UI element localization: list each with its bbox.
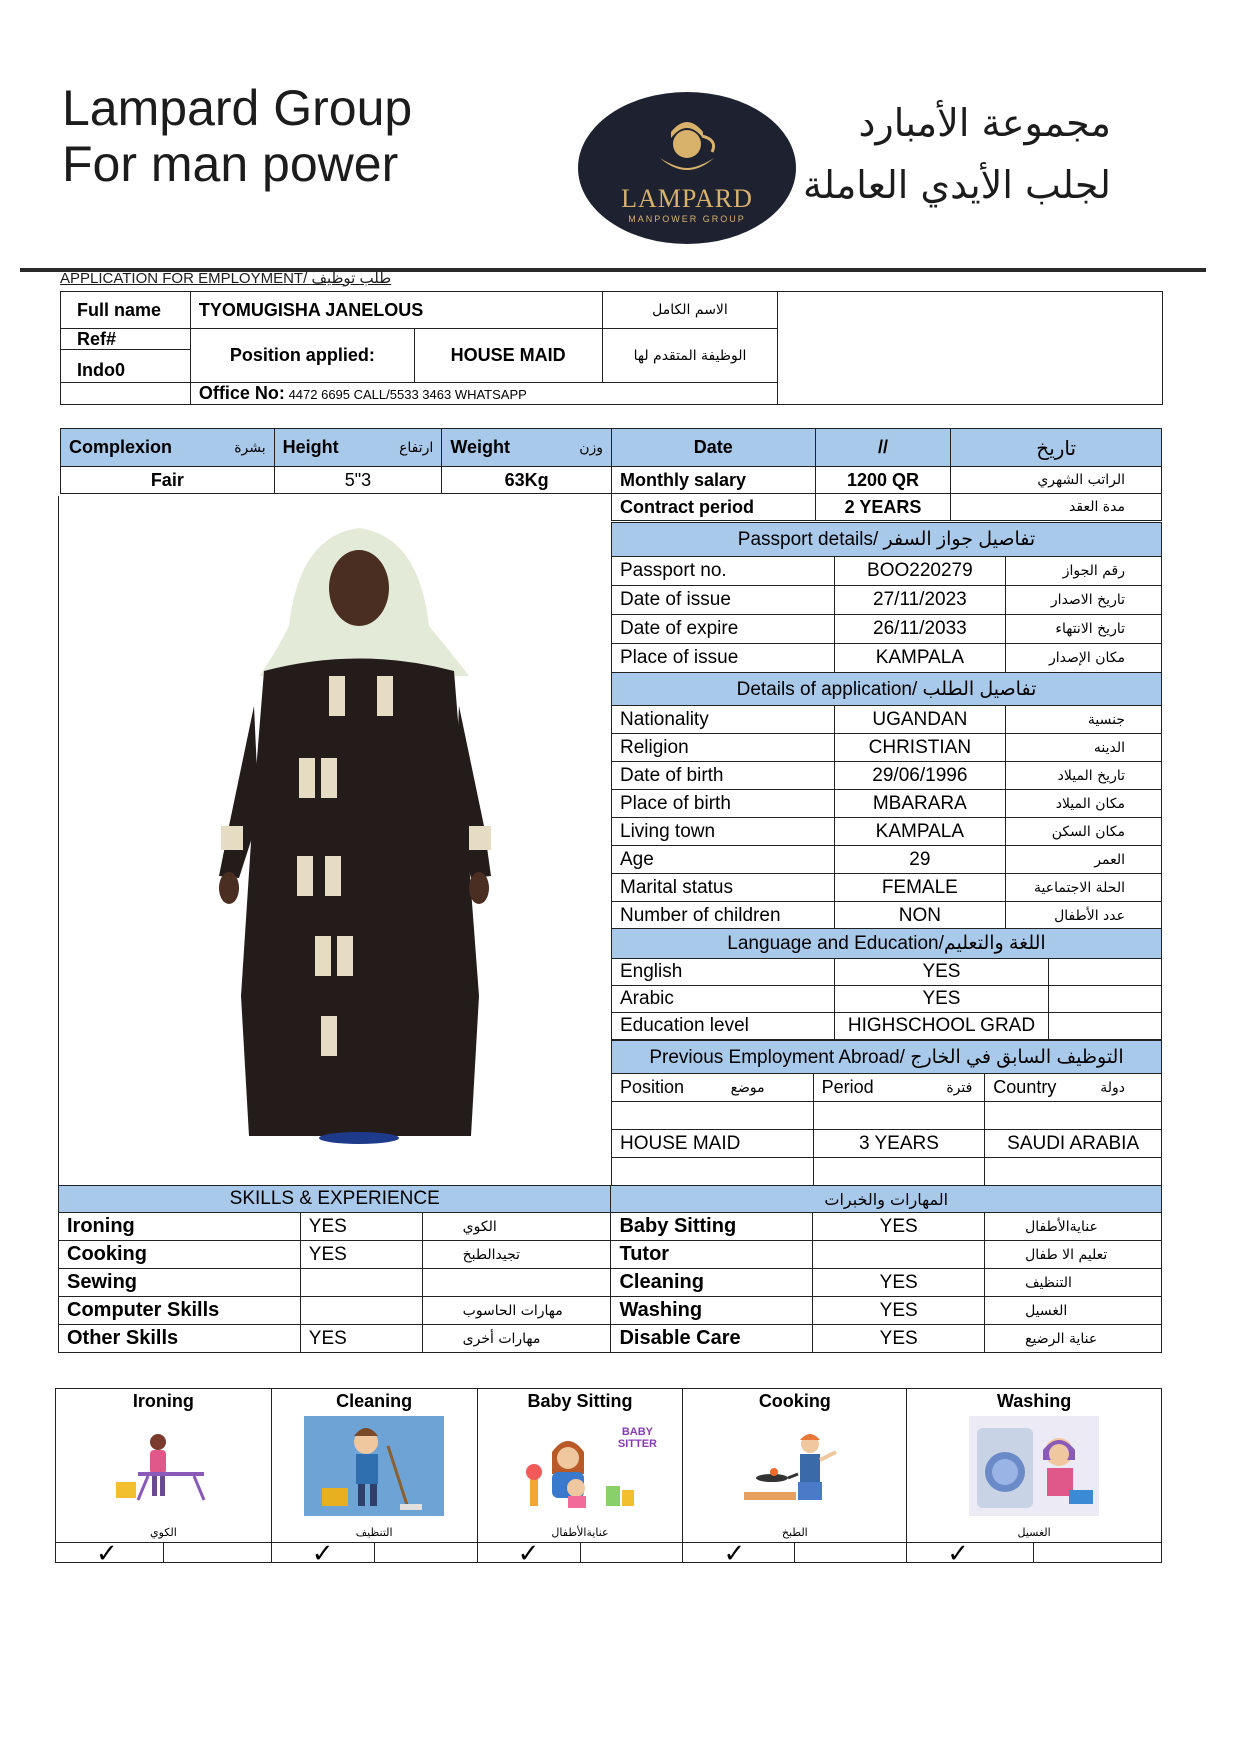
position-ar: الوظيفة المتقدم لها — [602, 329, 778, 383]
education-section-title: Language and Education/اللغة والتعليم — [612, 929, 1162, 959]
application-value: MBARARA — [834, 790, 1006, 818]
employment-country — [985, 1158, 1162, 1186]
skill-value: YES — [300, 1213, 422, 1241]
date-ar: تاريخ — [951, 429, 1162, 467]
employment-row — [612, 1102, 1162, 1130]
application-label: Number of children — [612, 902, 835, 930]
skill-card-ar: الغسيل — [1017, 1526, 1051, 1539]
passport-value: 27/11/2023 — [834, 586, 1006, 615]
position-value: HOUSE MAID — [414, 329, 602, 383]
office-label: Office No: — [198, 383, 285, 403]
check-blank — [580, 1543, 683, 1563]
education-table — [611, 928, 1162, 1040]
employment-table — [611, 1040, 1162, 1186]
position-label: Position applied: — [190, 329, 414, 383]
application-value: NON — [834, 902, 1006, 930]
salary-ar: الراتب الشهري — [951, 467, 1162, 494]
skill-card — [477, 1389, 683, 1543]
education-blank — [1049, 1013, 1162, 1040]
application-row — [612, 818, 1162, 846]
application-row — [612, 874, 1162, 902]
ironing-icon — [56, 1412, 271, 1520]
employment-position-label: Position — [620, 1077, 685, 1097]
application-ar: تاريخ الميلاد — [1006, 762, 1162, 790]
passport-ar: رقم الجواز — [1006, 557, 1162, 586]
checkmark-icon: ✓ — [683, 1543, 795, 1563]
application-value: FEMALE — [834, 874, 1006, 902]
employment-country-label: Country — [993, 1077, 1057, 1097]
office-value: 4472 6695 CALL/5533 3463 WHATSAPP — [288, 387, 527, 402]
skill-label: Sewing — [59, 1269, 301, 1297]
date-value: // — [815, 429, 951, 467]
company-name-line1: Lampard Group — [62, 80, 413, 136]
skill-ar: عنايةالأطفال — [985, 1213, 1162, 1241]
skill-ar: تعليم الا طفال — [985, 1241, 1162, 1269]
ref-blank — [61, 383, 191, 405]
logo-subtext: MANPOWER GROUP — [628, 214, 746, 224]
complexion-label: Complexion — [69, 437, 173, 457]
skill-value: YES — [300, 1241, 422, 1269]
company-logo — [578, 92, 796, 244]
education-blank — [1049, 959, 1162, 986]
baby-sitting-icon — [478, 1412, 683, 1520]
skill-label: Baby Sitting — [611, 1213, 813, 1241]
employment-period — [813, 1158, 985, 1186]
application-ar: جنسية — [1006, 706, 1162, 734]
passport-ar: مكان الإصدار — [1006, 644, 1162, 673]
skill-label: Washing — [611, 1297, 813, 1325]
salary-value: 1200 QR — [815, 467, 951, 494]
application-label: Date of birth — [612, 762, 835, 790]
skill-label: Tutor — [611, 1241, 813, 1269]
ref-value: Indo0 — [77, 360, 125, 380]
skill-card-ar: الكوي — [149, 1526, 177, 1539]
application-value: CHRISTIAN — [834, 734, 1006, 762]
weight-ar: وزن — [579, 440, 603, 456]
skill-value — [813, 1241, 985, 1269]
application-row — [612, 734, 1162, 762]
passport-value: 26/11/2033 — [834, 615, 1006, 644]
check-blank — [374, 1543, 477, 1563]
application-table — [611, 672, 1162, 930]
skill-card-title: Cleaning — [336, 1391, 413, 1411]
skills-row — [59, 1241, 1162, 1269]
application-value: 29/06/1996 — [834, 762, 1006, 790]
date-label: Date — [612, 429, 816, 467]
cooking-icon — [683, 1412, 906, 1520]
employment-position: HOUSE MAID — [612, 1130, 814, 1158]
check-blank — [1034, 1543, 1162, 1563]
employment-period-header — [813, 1074, 985, 1102]
period-value: 2 YEARS — [815, 494, 951, 521]
period-ar: مدة العقد — [951, 494, 1162, 521]
skill-ar: التنظيف — [985, 1269, 1162, 1297]
passport-section-title: Passport details/ تفاصيل جواز السفر — [612, 523, 1162, 557]
skill-ar: مهارات أخرى — [422, 1325, 611, 1353]
skill-card-title: Cooking — [758, 1391, 831, 1411]
checkmark-icon: ✓ — [271, 1543, 374, 1563]
employment-period: 3 YEARS — [813, 1130, 985, 1158]
skill-label: Computer Skills — [59, 1297, 301, 1325]
complexion-ar: بشرة — [234, 440, 266, 456]
physical-table — [60, 428, 612, 494]
skill-ar: الغسيل — [985, 1297, 1162, 1325]
employment-country-ar: دولة — [1100, 1080, 1125, 1096]
education-blank — [1049, 986, 1162, 1013]
skill-ar — [422, 1269, 611, 1297]
passport-row — [612, 615, 1162, 644]
application-label: Living town — [612, 818, 835, 846]
height-value: 5"3 — [274, 467, 442, 494]
employment-country-header — [985, 1074, 1162, 1102]
skill-card-ar: الطبخ — [781, 1526, 808, 1539]
passport-value: KAMPALA — [834, 644, 1006, 673]
education-value: HIGHSCHOOL GRAD — [834, 1013, 1049, 1040]
application-label: Age — [612, 846, 835, 874]
skills-row — [59, 1297, 1162, 1325]
employment-period — [813, 1102, 985, 1130]
skills-title-ar: المهارات والخبرات — [611, 1186, 1162, 1213]
skills-row — [59, 1269, 1162, 1297]
full-name-ar: الاسم الكامل — [602, 292, 778, 329]
skill-value: YES — [813, 1269, 985, 1297]
height-header — [274, 429, 442, 467]
skills-title-en: SKILLS & EXPERIENCE — [59, 1186, 611, 1213]
passport-label: Date of issue — [612, 586, 835, 615]
education-value: YES — [834, 986, 1049, 1013]
employment-position — [612, 1158, 814, 1186]
passport-row — [612, 644, 1162, 673]
form-title: APPLICATION FOR EMPLOYMENT/ طلب توظيف — [60, 270, 392, 287]
application-section-title: Details of application/ تفاصيل الطلب — [612, 673, 1162, 706]
application-ar: العمر — [1006, 846, 1162, 874]
passport-label: Passport no. — [612, 557, 835, 586]
education-row — [612, 1013, 1162, 1040]
skill-card — [683, 1389, 907, 1543]
full-name-label: Full name — [61, 292, 191, 329]
application-ar: مكان السكن — [1006, 818, 1162, 846]
period-label: Contract period — [612, 494, 816, 521]
passport-ar: تاريخ الاصدار — [1006, 586, 1162, 615]
applicant-table — [60, 291, 1163, 405]
employment-row — [612, 1130, 1162, 1158]
passport-value: BOO220279 — [834, 557, 1006, 586]
skills-table — [58, 1185, 1162, 1353]
employment-section-title: Previous Employment Abroad/ التوظيف السابق في الخارج — [612, 1041, 1162, 1074]
education-row — [612, 959, 1162, 986]
application-row — [612, 902, 1162, 930]
check-blank — [163, 1543, 271, 1563]
passport-row — [612, 586, 1162, 615]
employment-period-ar: فترة — [946, 1080, 973, 1096]
passport-ar: تاريخ الانتهاء — [1006, 615, 1162, 644]
skills-icons-table — [55, 1388, 1162, 1568]
application-row — [612, 762, 1162, 790]
employment-position-ar: موضع — [730, 1080, 765, 1096]
education-row — [612, 986, 1162, 1013]
skill-card — [56, 1389, 272, 1543]
education-value: YES — [834, 959, 1049, 986]
washing-icon — [907, 1412, 1161, 1520]
checkmark-icon: ✓ — [907, 1543, 1034, 1563]
check-blank — [795, 1543, 907, 1563]
ref-cell — [61, 329, 191, 383]
passport-label: Place of issue — [612, 644, 835, 673]
application-row — [612, 706, 1162, 734]
skill-label: Cleaning — [611, 1269, 813, 1297]
employment-row — [612, 1158, 1162, 1186]
application-value: KAMPALA — [834, 818, 1006, 846]
company-name-ar — [803, 92, 1111, 216]
logo-text: LAMPARD — [621, 184, 753, 213]
application-row — [612, 790, 1162, 818]
skill-label: Ironing — [59, 1213, 301, 1241]
application-ar: مكان الميلاد — [1006, 790, 1162, 818]
application-label: Nationality — [612, 706, 835, 734]
passport-label: Date of expire — [612, 615, 835, 644]
education-label: Education level — [612, 1013, 835, 1040]
employment-position-header — [612, 1074, 814, 1102]
skill-value: YES — [813, 1213, 985, 1241]
passport-table — [611, 522, 1162, 673]
baby-sitter-badge: BABY SITTER — [617, 1426, 657, 1450]
skill-value: YES — [813, 1297, 985, 1325]
application-label: Marital status — [612, 874, 835, 902]
skill-value — [300, 1297, 422, 1325]
skill-card-ar: التنظيف — [355, 1526, 393, 1539]
height-label: Height — [282, 437, 339, 457]
skill-ar: مهارات الحاسوب — [422, 1297, 611, 1325]
checkmark-icon: ✓ — [56, 1543, 164, 1563]
employment-period-label: Period — [821, 1077, 874, 1097]
skill-ar: الكوي — [422, 1213, 611, 1241]
applicant-photo-figure — [59, 496, 611, 1186]
complexion-header — [61, 429, 275, 467]
skill-value — [300, 1269, 422, 1297]
applicant-photo — [58, 496, 610, 1186]
skill-card — [907, 1389, 1162, 1543]
application-label: Religion — [612, 734, 835, 762]
application-label: Place of birth — [612, 790, 835, 818]
application-value: 29 — [834, 846, 1006, 874]
application-value: UGANDAN — [834, 706, 1006, 734]
education-label: Arabic — [612, 986, 835, 1013]
skill-card-title: Ironing — [132, 1391, 194, 1411]
company-name-en — [62, 80, 412, 192]
full-name-value: TYOMUGISHA JANELOUS — [190, 292, 602, 329]
skill-ar: تجيدالطبخ — [422, 1241, 611, 1269]
skill-label: Other Skills — [59, 1325, 301, 1353]
skills-row — [59, 1213, 1162, 1241]
education-label: English — [612, 959, 835, 986]
skill-card-title: Baby Sitting — [527, 1391, 633, 1411]
skill-label: Cooking — [59, 1241, 301, 1269]
skill-card-ar: عنايةالأطفال — [551, 1526, 609, 1539]
company-name-ar-line2: لجلب الأيدي العاملة — [802, 163, 1111, 207]
application-row — [612, 846, 1162, 874]
skill-label: Disable Care — [611, 1325, 813, 1353]
ref-label: Ref# — [61, 329, 190, 350]
company-name-line2: For man power — [62, 136, 399, 192]
employment-position — [612, 1102, 814, 1130]
application-ar: عدد الأطفال — [1006, 902, 1162, 930]
passport-row — [612, 557, 1162, 586]
salary-label: Monthly salary — [612, 467, 816, 494]
skills-row — [59, 1325, 1162, 1353]
cleaning-icon — [272, 1412, 477, 1520]
application-ar: الدينه — [1006, 734, 1162, 762]
weight-header — [442, 429, 612, 467]
application-ar: الحلة الاجتماعية — [1006, 874, 1162, 902]
office-number — [190, 383, 778, 405]
company-name-ar-line1: مجموعة الأمبارد — [858, 101, 1111, 145]
employment-country: SAUDI ARABIA — [985, 1130, 1162, 1158]
complexion-value: Fair — [61, 467, 275, 494]
skill-value: YES — [300, 1325, 422, 1353]
skill-ar: عناية الرضيع — [985, 1325, 1162, 1353]
employment-country — [985, 1102, 1162, 1130]
checkmark-icon: ✓ — [477, 1543, 580, 1563]
skill-card — [271, 1389, 477, 1543]
weight-value: 63Kg — [442, 467, 612, 494]
blank-cell — [778, 292, 1163, 405]
contract-table — [611, 428, 1162, 521]
skill-value: YES — [813, 1325, 985, 1353]
weight-label: Weight — [450, 437, 510, 457]
height-ar: ارتفاع — [399, 440, 434, 456]
skill-card-title: Washing — [996, 1391, 1072, 1411]
